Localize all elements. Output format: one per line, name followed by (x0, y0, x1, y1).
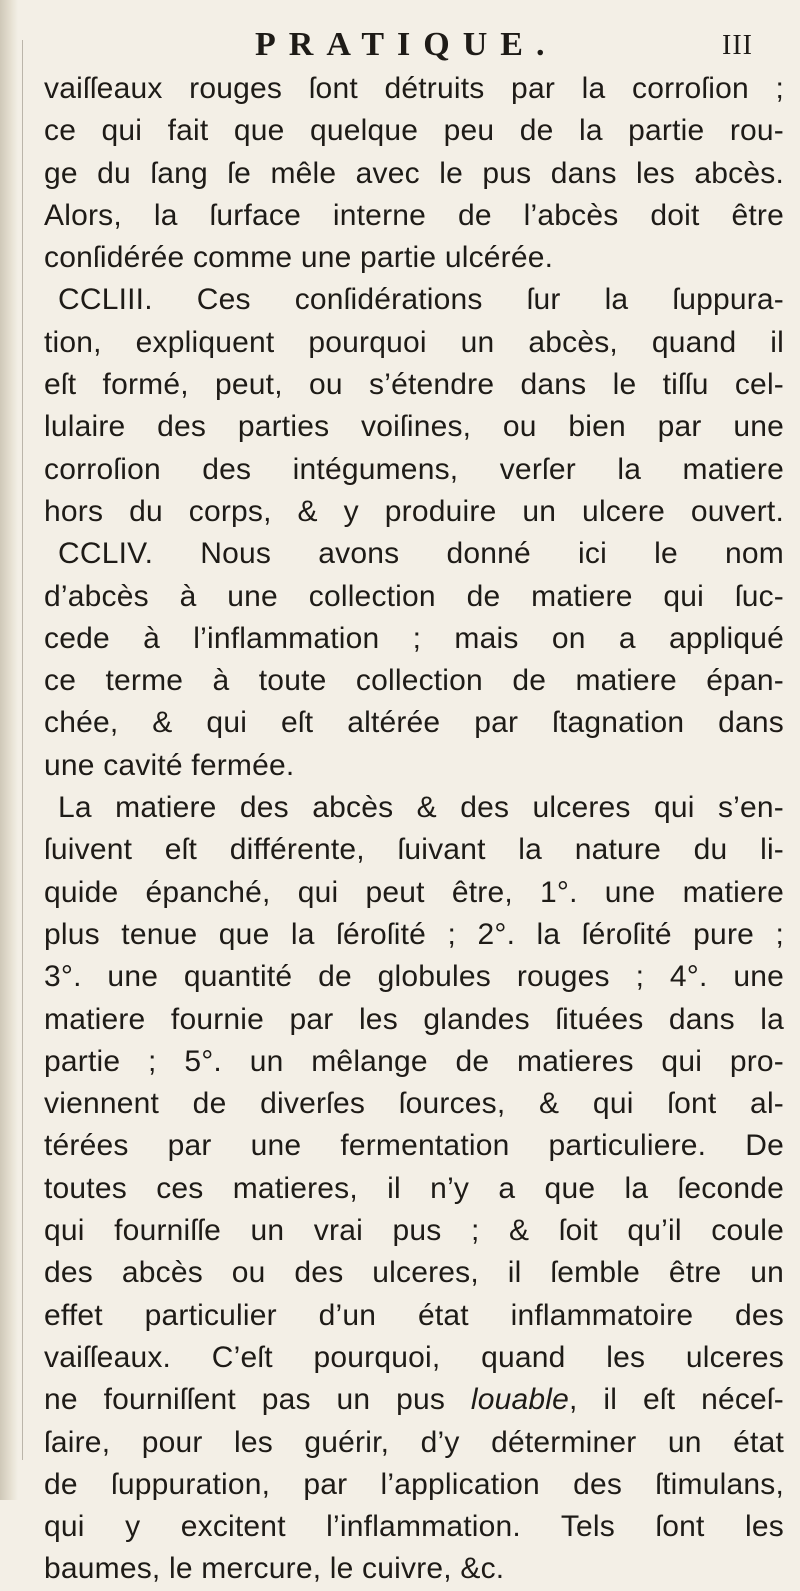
body-text (44, 68, 784, 1591)
text-line: ce terme à toute collection de matiere épan- (44, 664, 784, 698)
text-line: des abcès ou des ulceres, il ſemble être un (44, 1256, 784, 1290)
section-heading-line: CCLIV. Nous avons donné ici le nom (58, 537, 784, 571)
page-binding-edge (0, 0, 18, 1500)
text-line: 3°. une quantité de globules rouges ; 4°. une (44, 960, 784, 994)
text-line: partie ; 5°. un mêlange de matieres qui pro- (44, 1044, 784, 1078)
page-header (0, 18, 800, 68)
section-heading-line: CCLIII. Ces conſidérations ſur la ſuppura- (58, 283, 784, 317)
text-line: qui fourniſſe un vrai pus ; & ſoit qu’il coule (44, 1214, 784, 1248)
text-line: lulaire des parties voiſines, ou bien par une (44, 410, 784, 444)
running-head: PRATIQUE. (255, 26, 558, 63)
text-line: conſidérée comme une partie ulcérée. (44, 241, 554, 275)
text-line: toutes ces matieres, il n’y a que la ſeconde (44, 1171, 784, 1205)
text-line: ſuivent eſt différente, ſuivant la nature du li- (44, 833, 784, 867)
italic-word: louable (470, 1383, 570, 1417)
text-line: eſt formé, peut, ou s’étendre dans le tiſſu cel- (44, 368, 784, 402)
text-line: viennent de diverſes ſources, & qui ſont al- (44, 1087, 784, 1121)
text-line: chée, & qui eſt altérée par ſtagnation dans (44, 706, 784, 740)
page-binding-line (22, 40, 23, 1460)
text-line: une cavité fermée. (44, 748, 295, 782)
text-line: tion, expliquent pourquoi un abcès, quand il (44, 325, 784, 359)
text-line: ſaire, pour les guérir, d’y déterminer un état (44, 1425, 784, 1459)
text-line: térées par une fermentation particuliere. De (44, 1129, 784, 1163)
page-number: III (722, 30, 753, 61)
text-line: qui y excitent l’inflammation. Tels ſont les (44, 1510, 784, 1544)
text-line: matiere fournie par les glandes ſituées dans la (44, 1002, 784, 1036)
text-line: ge du ſang ſe mêle avec le pus dans les abcès. (44, 156, 784, 190)
text-line: vaiſſeaux. C’eſt pourquoi, quand les ulceres (44, 1340, 784, 1374)
text-line: vaiſſeaux rouges ſont détruits par la corroſion ; (44, 72, 784, 105)
text-line: baumes, le mercure, le cuivre, &c. (44, 1552, 505, 1586)
text-line: hors du corps, & y produire un ulcere ouvert. (44, 494, 784, 528)
text-line: de ſuppuration, par l’application des ſtimulans, (44, 1467, 784, 1501)
paragraph-start-line: La matiere des abcès & des ulceres qui s’en- (58, 791, 784, 825)
text-line: d’abcès à une collection de matiere qui ſuc- (44, 579, 784, 613)
text-line: plus tenue que la ſéroſité ; 2°. la ſéroſité pure ; (44, 917, 784, 951)
text-line: effet particulier d’un état inflammatoire des (44, 1298, 784, 1332)
text-line: ce qui fait que quelque peu de la partie rou- (44, 114, 784, 148)
text-line: ne fourniſſent pas un pus louable, il eſt néceſ- (44, 1383, 784, 1417)
text-line: corroſion des intégumens, verſer la matiere (44, 452, 784, 486)
text-line: quide épanché, qui peut être, 1°. une matiere (44, 875, 784, 909)
text-line: cede à l’inflammation ; mais on a appliqué (44, 621, 784, 655)
text-line: Alors, la ſurface interne de l’abcès doit être (44, 198, 784, 232)
